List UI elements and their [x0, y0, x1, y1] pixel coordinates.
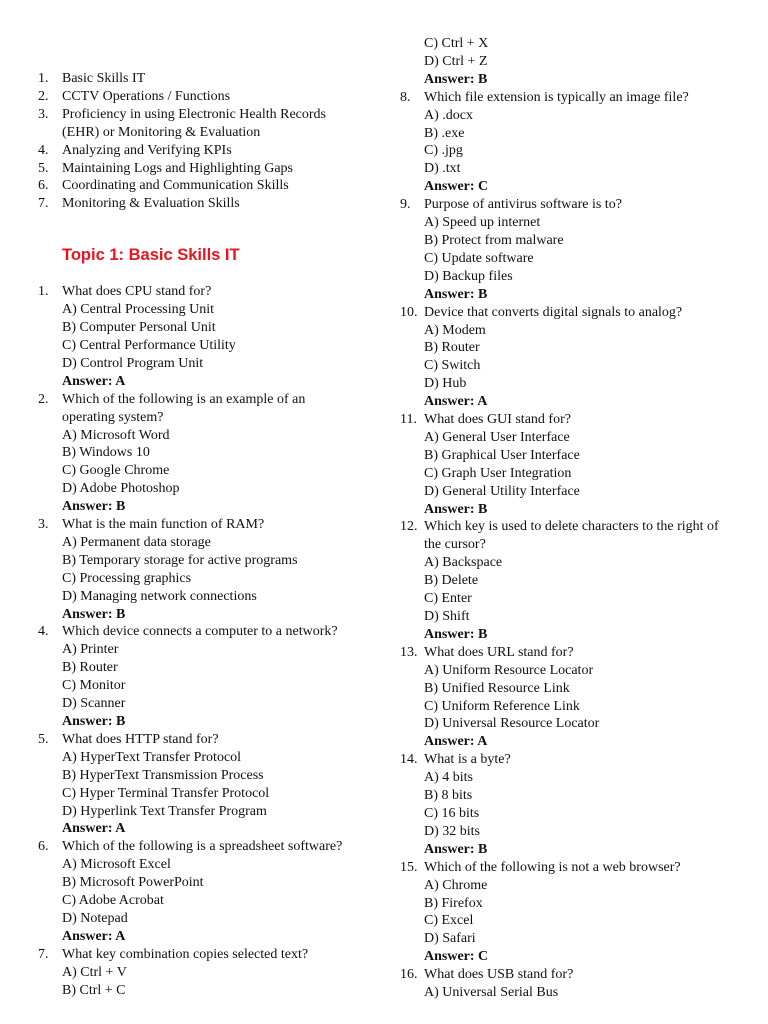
question-number: 14.: [400, 752, 418, 768]
toc-item: [38, 70, 373, 88]
toc-number: 7.: [38, 196, 49, 212]
question-line: [38, 391, 373, 409]
answer-option: D) Control Program Unit: [62, 355, 204, 371]
answer-key: Answer: A: [62, 821, 126, 837]
answer-key: Answer: B: [424, 841, 488, 857]
question: [38, 623, 373, 730]
question-number: 5.: [38, 731, 49, 747]
answer-option: C) Adobe Acrobat: [62, 893, 164, 909]
question-number: 6.: [38, 839, 49, 855]
toc-item: [38, 160, 373, 178]
answer-option: C) Ctrl + X: [424, 36, 489, 51]
toc-item: [38, 177, 373, 195]
question-text: What is the main function of RAM?: [62, 517, 265, 533]
answer-key: Answer: C: [424, 179, 489, 195]
answer-option: C) Central Performance Utility: [62, 337, 236, 353]
question: [38, 838, 373, 945]
answer-option: A) Speed up internet: [424, 215, 541, 231]
question-text-cont: operating system?: [62, 409, 164, 425]
toc-text: Monitoring & Evaluation Skills: [62, 196, 240, 212]
answer-option: D) Safari: [424, 931, 476, 947]
question-number: 3.: [38, 517, 49, 533]
toc-text: Analyzing and Verifying KPIs: [62, 142, 232, 158]
answer-option: C) Google Chrome: [62, 463, 170, 479]
question-text: Which device connects a computer to a network?: [62, 624, 338, 640]
answer-option: A) Modem: [424, 322, 486, 338]
answer-option: D) Hyperlink Text Transfer Program: [62, 803, 267, 819]
question-line: [400, 304, 750, 322]
question-text: What does HTTP stand for?: [62, 731, 219, 747]
answer-key: Answer: B: [62, 499, 126, 515]
answer-key: Answer: B: [62, 714, 126, 729]
question: [38, 283, 373, 390]
toc-text-cont: (EHR) or Monitoring & Evaluation: [62, 124, 261, 140]
toc-number: 2.: [38, 88, 49, 104]
answer-option: B) HyperText Transmission Process: [62, 767, 264, 783]
question: [400, 644, 750, 751]
toc-item: [38, 142, 373, 160]
answer-option: B) Ctrl + C: [62, 982, 126, 998]
answer-key: Answer: A: [424, 394, 488, 410]
answer-option: D) Managing network connections: [62, 588, 257, 604]
toc-text: Basic Skills IT: [62, 71, 146, 86]
question-line: [38, 838, 373, 856]
question-line: [400, 518, 750, 536]
question-number: 8.: [400, 89, 411, 105]
question: [38, 946, 373, 1000]
answer-option: D) Notepad: [62, 910, 128, 926]
answer-option: A) Printer: [62, 642, 119, 658]
topic-heading: Topic 1: Basic Skills IT: [62, 246, 240, 265]
question: [400, 966, 750, 1002]
answer-option: B) Router: [424, 340, 480, 356]
question-number: 12.: [400, 519, 418, 535]
questions-left: [38, 283, 373, 999]
answer-key: Answer: B: [62, 606, 126, 622]
question-line: [400, 859, 750, 877]
toc-number: 3.: [38, 106, 49, 122]
question-line: [400, 411, 750, 429]
toc-number: 6.: [38, 178, 49, 194]
answer-option: C) 16 bits: [424, 805, 480, 821]
answer-option: D) Shift: [424, 609, 470, 624]
question-number: 15.: [400, 859, 418, 875]
question-text-cont: the cursor?: [424, 537, 486, 553]
question: [400, 859, 750, 966]
answer-option: A) Chrome: [424, 877, 488, 893]
toc-item: [38, 106, 373, 124]
answer-option: D) General Utility Interface: [424, 483, 580, 499]
answer-option: A) Central Processing Unit: [62, 302, 215, 318]
answer-option: A) Microsoft Excel: [62, 857, 171, 873]
answer-option: C) Update software: [424, 250, 534, 266]
answer-option: C) Switch: [424, 358, 481, 374]
answer-option: D) .txt: [424, 161, 461, 177]
answer-key: Answer: B: [424, 71, 488, 87]
question-number: 4.: [38, 624, 49, 640]
answer-key: Answer: B: [424, 286, 488, 302]
answer-option: A) 4 bits: [424, 770, 473, 786]
question-number: 10.: [400, 304, 418, 320]
question-line: [38, 731, 373, 749]
answer-option: B) .exe: [424, 125, 465, 141]
question-number: 9.: [400, 197, 411, 213]
toc-item: [38, 88, 373, 106]
question-line: [38, 283, 373, 301]
answer-option: D) Universal Resource Locator: [424, 716, 600, 732]
question-line: [400, 196, 750, 214]
toc-item: [38, 195, 373, 213]
answer-option: B) Unified Resource Link: [424, 680, 570, 696]
answer-option: A) Backspace: [424, 555, 503, 571]
answer-option: D) Scanner: [62, 696, 126, 712]
question-line: [400, 751, 750, 769]
question: [400, 518, 750, 643]
question-7-continued: [400, 35, 750, 89]
question: [38, 516, 373, 623]
answer-option: A) Ctrl + V: [62, 964, 127, 980]
question-number: 7.: [38, 946, 49, 962]
answer-option: B) Temporary storage for active programs: [62, 552, 298, 568]
question-text: What does CPU stand for?: [62, 284, 212, 300]
toc-number: 1.: [38, 71, 49, 86]
answer-option: A) General User Interface: [424, 429, 570, 445]
question-line: [38, 623, 373, 641]
question-line: [400, 644, 750, 662]
answer-option: D) Hub: [424, 376, 467, 392]
toc-text: CCTV Operations / Functions: [62, 88, 231, 104]
answer-key: Answer: A: [424, 734, 488, 750]
answer-key: Answer: C: [424, 949, 489, 965]
question-number: 1.: [38, 284, 49, 300]
answer-key: Answer: A: [62, 373, 126, 389]
question-line: [38, 946, 373, 964]
answer-option: B) Router: [62, 660, 118, 676]
question-text: What is a byte?: [424, 752, 511, 768]
answer-option: A) Uniform Resource Locator: [424, 662, 594, 678]
question-text: Which of the following is not a web browser?: [424, 859, 681, 875]
answer-option: B) Delete: [424, 573, 479, 589]
question-text: What key combination copies selected text?: [62, 946, 309, 962]
question: [38, 391, 373, 516]
question-text: Which of the following is a spreadsheet software?: [62, 839, 343, 855]
answer-option: B) Computer Personal Unit: [62, 320, 216, 336]
questions-right: [400, 89, 750, 1002]
question-line: [38, 516, 373, 534]
answer-option: C) Graph User Integration: [424, 465, 572, 481]
question-text: Purpose of antivirus software is to?: [424, 197, 622, 213]
question-text: What does URL stand for?: [424, 644, 574, 660]
answer-option: A) Permanent data storage: [62, 534, 211, 550]
question-text: Which of the following is an example of an: [62, 391, 306, 407]
question-number: 11.: [400, 412, 417, 428]
question-text: Which key is used to delete characters to the right of: [424, 519, 719, 535]
answer-option: A) .docx: [424, 107, 473, 123]
left-column: [38, 70, 373, 1000]
topics-list: [38, 70, 373, 213]
answer-option: C) Hyper Terminal Transfer Protocol: [62, 785, 270, 801]
question-number: 2.: [38, 391, 49, 407]
answer-option: B) 8 bits: [424, 788, 473, 804]
answer-option: D) Adobe Photoshop: [62, 481, 180, 497]
answer-option: B) Graphical User Interface: [424, 447, 580, 463]
question: [400, 89, 750, 196]
question-text: Device that converts digital signals to analog?: [424, 304, 683, 320]
answer-option: C) Monitor: [62, 678, 126, 694]
question: [400, 196, 750, 303]
question-line: [400, 966, 750, 984]
answer-option: D) Ctrl + Z: [424, 53, 488, 69]
answer-option: B) Protect from malware: [424, 232, 564, 248]
answer-option: C) Enter: [424, 591, 472, 607]
answer-option: A) HyperText Transfer Protocol: [62, 749, 242, 765]
toc-text: Coordinating and Communication Skills: [62, 178, 289, 194]
toc-text: Maintaining Logs and Highlighting Gaps: [62, 160, 293, 176]
question-number: 13.: [400, 644, 418, 660]
question-text: What does GUI stand for?: [424, 412, 571, 428]
answer-option: C) Excel: [424, 913, 474, 929]
toc-number: 5.: [38, 160, 49, 176]
answer-key: Answer: A: [62, 928, 126, 944]
answer-option: A) Microsoft Word: [62, 427, 170, 443]
question-text: Which file extension is typically an image file?: [424, 89, 689, 105]
answer-key: Answer: B: [424, 501, 488, 517]
question: [400, 411, 750, 518]
answer-option: A) Universal Serial Bus: [424, 985, 559, 1001]
question: [38, 731, 373, 838]
right-column: [400, 35, 750, 1002]
answer-option: B) Windows 10: [62, 445, 150, 461]
toc-text: Proficiency in using Electronic Health Records: [62, 106, 326, 122]
answer-option: C) Uniform Reference Link: [424, 698, 580, 714]
question-number: 16.: [400, 967, 418, 983]
answer-option: D) 32 bits: [424, 823, 480, 839]
toc-number: 4.: [38, 142, 49, 158]
answer-option: B) Microsoft PowerPoint: [62, 875, 204, 891]
answer-option: B) Firefox: [424, 895, 483, 911]
answer-option: D) Backup files: [424, 268, 513, 284]
answer-key: Answer: B: [424, 626, 488, 642]
answer-option: C) .jpg: [424, 143, 463, 159]
question: [400, 304, 750, 411]
answer-option: C) Processing graphics: [62, 570, 192, 586]
question: [400, 751, 750, 858]
question-line: [400, 89, 750, 107]
question-text: What does USB stand for?: [424, 967, 574, 983]
